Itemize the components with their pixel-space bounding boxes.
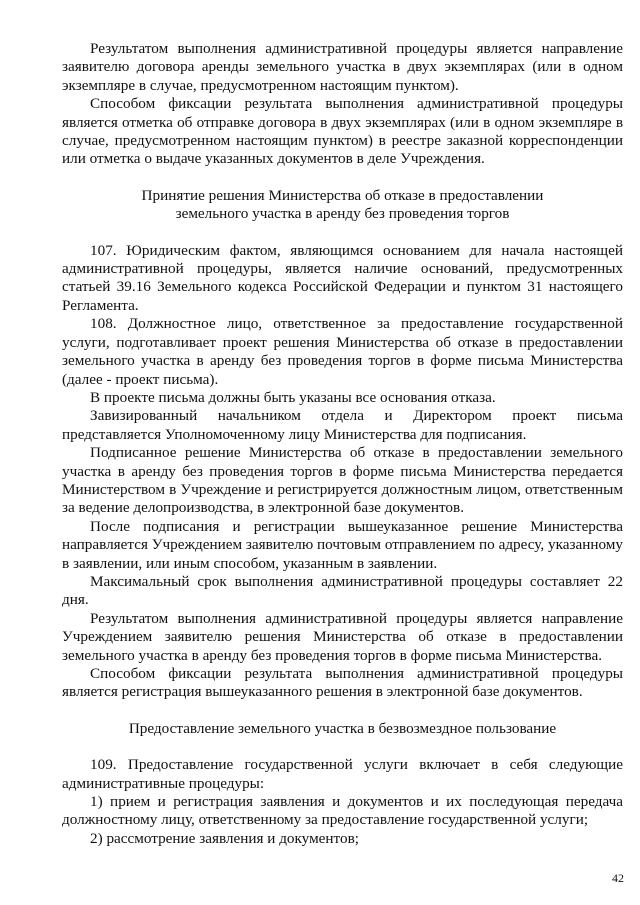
page-number: 42 (612, 871, 624, 885)
section-heading-refusal (62, 187, 623, 224)
paragraph: Завизированный начальником отдела и Директором проект письма представляется Уполномоченному лицу Министерства для подписания. (62, 407, 623, 443)
section-heading-line: Принятие решения Министерства об отказе в предоставлении (141, 186, 544, 204)
paragraph: Максимальный срок выполнения административной процедуры составляет 22 дня. (62, 572, 623, 609)
paragraph: В проекте письма должны быть указаны все основания отказа. (90, 388, 496, 406)
paragraph: Подписанное решение Министерства об отказе в предоставлении земельного участка в аренду без проведения торгов в форме письма Министерства передается Министерством в Учреждение и регистрируется должностным лицом, ответственным за ведение делопроизводства, в электронной базе документов. (62, 444, 623, 517)
paragraph: Результатом выполнения административной процедуры является направление Учреждением заявителю решения Министерства об отказе в предоставлении земельного участка в аренду без проведения торгов в форме письма Министерства. (62, 609, 623, 664)
list-item: 1) прием и регистрация заявления и документов и их последующая передача должностному лицу, ответственному за предоставление государственной услуги; (62, 793, 623, 829)
paragraph-107: 107. Юридическим фактом, являющимся основанием для начала настоящей административной процедуры, является наличие оснований, предусмотренных статьей 39.16 Земельного кодекса Российской Федерации и пунктом 31 настоящего Регламента. (62, 241, 623, 314)
document-page (62, 40, 623, 848)
paragraph: После подписания и регистрации вышеуказанное решение Министерства направляется Учреждением заявителю почтовым отправлением по адресу, указанному в заявлении, или иным способом, указанным в заявлении. (62, 517, 623, 572)
paragraph-108: 108. Должностное лицо, ответственное за предоставление государственной услуги, подготавливает проект решения Министерства об отказе в предоставлении земельного участка в аренду без проведения торгов в форме письма Министерства (далее - проект письма). (62, 315, 623, 388)
list-item: 2) рассмотрение заявления и документов; (90, 829, 359, 847)
paragraph: Способом фиксации результата выполнения административной процедуры является регистрация вышеуказанного решения в электронной базе документов. (62, 665, 623, 701)
paragraph: Способом фиксации результата выполнения административной процедуры является отметка об отправке договора в двух экземплярах (или в одном экземпляре в случае, предусмотренном настоящим пунктом) в реестре заказной корреспонденции или отметка о выдаче указанных документов в деле Учреждения. (62, 95, 623, 168)
paragraph-109: 109. Предоставление государственной услуги включает в себя следующие административные процедуры: (62, 756, 623, 792)
section-heading-free-use (62, 720, 623, 738)
text-block-3 (62, 756, 623, 848)
text-block-2 (62, 242, 623, 702)
text-block-1 (62, 40, 623, 169)
paragraph: Результатом выполнения административной процедуры является направление заявителю договора аренды земельного участка в двух экземплярах (или в одном экземпляре в случае, предусмотренном настоящим пунктом). (62, 40, 623, 94)
section-heading-line: земельного участка в аренду без проведения торгов (175, 205, 510, 223)
section-heading-line: Предоставление земельного участка в безвозмездное пользование (128, 719, 557, 737)
